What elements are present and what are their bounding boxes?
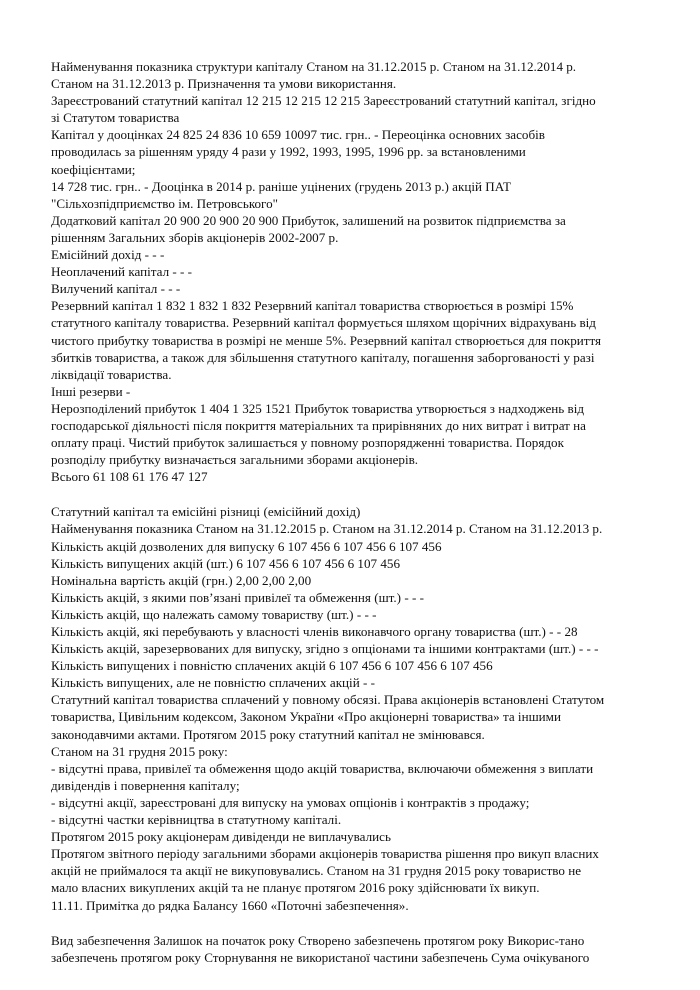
text-line: Емісійний дохід - - - [51,247,165,263]
text-line: рішенням Загальних зборів акціонерів 2002-2007 р. [51,229,339,245]
text-line: Капітал у дооцінках 24 825 24 836 10 659 10097 тис. грн.. - Переоцінка основних засобів [51,127,545,143]
text-line: Статутний капітал товариства сплачений у повному обсязі. Права акціонерів встановлені Статутом [51,692,605,708]
text-line: Кількість акцій, що належать самому товариству (шт.) - - - [51,606,377,622]
text-line: Протягом 2015 року акціонерам дивіденди не виплачувались [51,829,391,845]
text-line: розподілу прибутку визначається загальними зборами акціонерів. [51,452,419,468]
text-line: Станом на 31.12.2013 р. Призначення та умови використання. [51,76,397,92]
text-line: оплату праці. Чистий прибуток залишається у повному розпорядженні товариства. Порядок [51,435,564,451]
text-line: "Сільхозпідприємство ім. Петровського" [51,195,278,211]
text-line: чистого прибутку товариства в розмірі не менше 5%. Резервний капітал створюється для покриття [51,332,602,348]
text-line: ліквідації товариства. [51,366,172,382]
text-line: Нерозподілений прибуток 1 404 1 325 1521 Прибуток товариства утворюється з надходжень від [51,400,585,416]
text-line: 11.11. Примітка до рядка Балансу 1660 «Поточні забезпечення». [51,897,409,913]
text-line: - відсутні акції, зареєстровані для випуску на умовах опціонів і контрактів з продажу; [51,794,530,810]
text-line: статутного капіталу товариства. Резервний капітал формується шляхом щорічних відрахувань від [51,315,596,331]
text-line: - відсутні права, привілеї та обмеження щодо акцій товариства, включаючи обмеження з виплати [51,760,594,776]
text-line: Номінальна вартість акцій (грн.) 2,00 2,00 2,00 [51,572,312,588]
text-line: товариства, Цивільним кодексом, Законом України «Про акціонерні товариства» та іншими [51,709,561,725]
text-line: Найменування показника Станом на 31.12.2015 р. Станом на 31.12.2014 р. Станом на 31.12.2013 р. [51,521,603,537]
text-line: Інші резерви - [51,383,131,399]
text-line: Резервний капітал 1 832 1 832 1 832 Резервний капітал товариства створюється в розмірі 15% [51,298,574,314]
text-line: Кількість акцій, які перебувають у власності членів виконавчого органу товариства (шт.) - - 28 [51,624,578,639]
text-line: Кількість акцій дозволених для випуску 6 107 456 6 107 456 6 107 456 [51,538,442,554]
text-line: дивідендів і повернення капіталу; [51,777,240,793]
text-line: 14 728 тис. грн.. - Дооцінка в 2014 р. раніше уцінених (грудень 2013 р.) акцій ПАТ [51,178,512,194]
text-line: Всього 61 108 61 176 47 127 [51,469,208,485]
text-line: проводилась за рішенням уряду 4 рази у 1992, 1993, 1995, 1996 рр. за встановленими [51,144,526,160]
section-heading: Статутний капітал та емісійні різниці (емісійний дохід) [51,504,361,520]
text-line: Кількість акцій, зарезервованих для випуску, згідно з опціонами та іншими контрактами (шт.) - - - [51,641,599,657]
text-line: забезпечень протягом року Сторнування не використаної частини забезпечень Сума очікуваного [51,949,590,965]
section-spacer [51,485,663,503]
text-line: - відсутні частки керівництва в статутному капіталі. [51,812,342,828]
text-line: мало власних викуплених акцій та не планує протягом 2016 року здійснювати їх викуп. [51,880,540,896]
text-line: Додатковий капітал 20 900 20 900 20 900 Прибуток, залишений на розвиток підприємства за [51,212,566,228]
text-line: Неоплачений капітал - - - [51,264,193,280]
text-line: Вид забезпечення Залишок на початок року Створено забезпечень протягом року Викорис-тано [51,932,585,948]
text-line: збитків товариства, а також для збільшення статутного капіталу, погашення заборгованості у разі [51,349,595,365]
document-page [51,58,663,966]
text-line: Найменування показника структури капіталу Станом на 31.12.2015 р. Станом на 31.12.2014 р. [51,59,577,74]
text-line: господарської діяльності після покриття матеріальних та прирівняних до них витрат і витрат на [51,417,586,433]
text-line: акцій не приймалося та акції не викуповувались. Станом на 31 грудня 2015 року товариство не [51,863,582,879]
capital-structure-section [51,58,663,485]
text-line: Кількість випущених і повністю сплачених акцій 6 107 456 6 107 456 6 107 456 [51,658,493,674]
text-line: Кількість випущених, але не повністю сплачених акцій - - [51,675,375,691]
text-line: Протягом звітного періоду загальними зборами акціонерів товариства рішення про викуп власних [51,846,599,862]
text-line: зі Статутом товариства [51,110,180,126]
text-line: Станом на 31 грудня 2015 року: [51,743,228,759]
share-capital-section [51,503,663,913]
text-line: коефіцієнтами; [51,161,136,177]
text-line: законодавчими актами. Протягом 2015 року статутний капітал не змінювався. [51,726,485,742]
provisions-section [51,932,663,966]
text-line: Кількість акцій, з якими пов’язані привілеї та обмеження (шт.) - - - [51,589,424,605]
text-line: Вилучений капітал - - - [51,281,181,297]
section-spacer [51,914,663,932]
text-line: Кількість випущених акцій (шт.) 6 107 456 6 107 456 6 107 456 [51,555,400,571]
text-line: Зареєстрований статутний капітал 12 215 12 215 12 215 Зареєстрований статутний капітал, згідно [51,93,596,109]
